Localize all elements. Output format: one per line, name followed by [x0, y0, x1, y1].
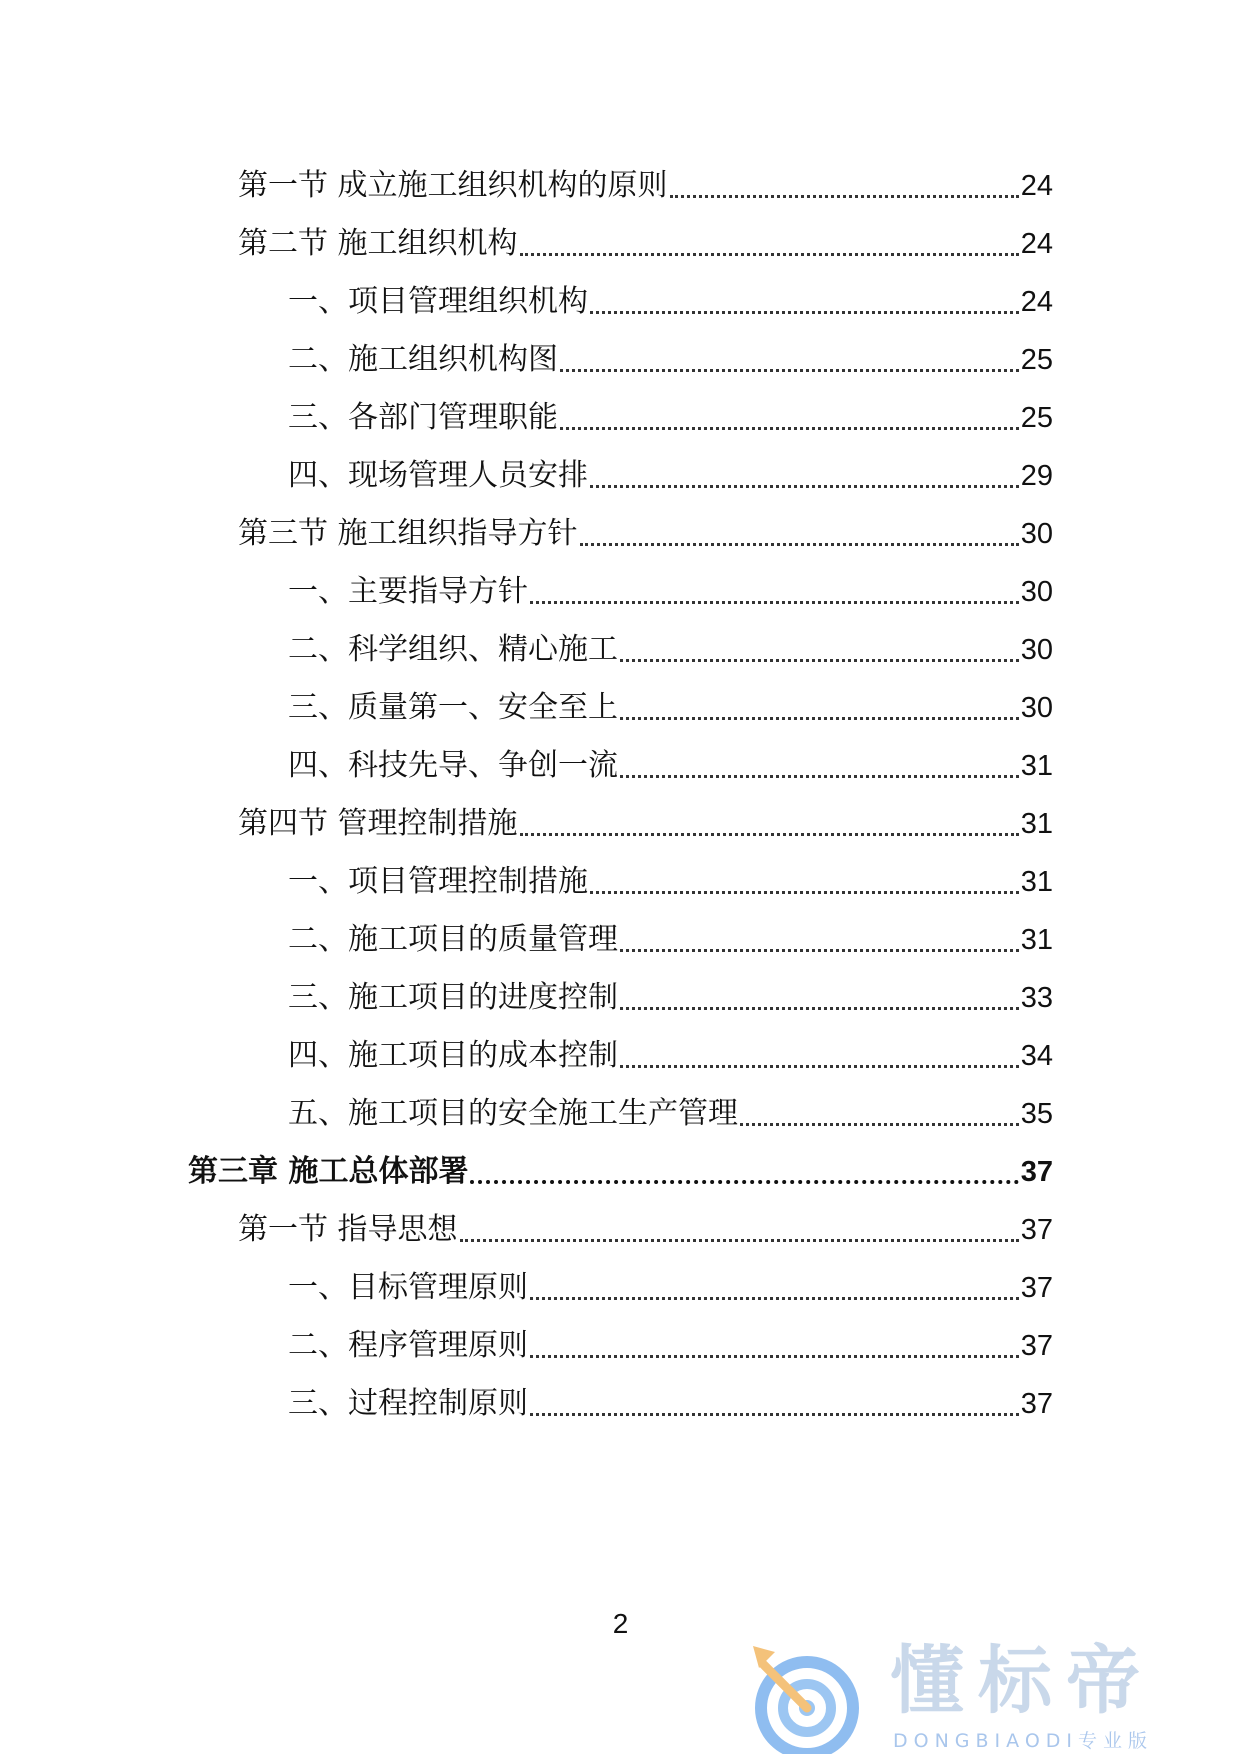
toc-entry-page: 31	[1020, 750, 1053, 782]
toc-dot-leader	[620, 697, 1019, 720]
toc-dot-leader	[590, 465, 1019, 488]
toc-entry[interactable]	[288, 740, 1053, 786]
toc-dot-leader	[520, 233, 1019, 256]
toc-entry-page: 24	[1020, 170, 1053, 202]
toc-entry[interactable]	[238, 218, 1053, 264]
toc-dot-leader	[530, 1277, 1019, 1300]
toc-entry-title: 第四节 管理控制措施	[238, 806, 518, 841]
toc-entry-page: 33	[1020, 982, 1053, 1014]
toc-entry[interactable]	[288, 334, 1053, 380]
toc-entry-page: 30	[1020, 634, 1053, 666]
toc-entry-title: 四、科技先导、争创一流	[288, 748, 618, 783]
toc-dot-leader	[530, 1393, 1019, 1416]
toc-entry[interactable]	[288, 566, 1053, 612]
toc-entry[interactable]	[288, 1378, 1053, 1424]
toc-dot-leader	[740, 1103, 1019, 1126]
target-logo-icon	[745, 1638, 875, 1754]
toc-entry[interactable]	[288, 914, 1053, 960]
toc-entry[interactable]	[288, 1088, 1053, 1134]
toc-dot-leader	[530, 1335, 1019, 1358]
toc-dot-leader	[590, 871, 1019, 894]
toc-entry-page: 37	[1020, 1156, 1053, 1188]
toc-entry-title: 三、过程控制原则	[288, 1386, 528, 1421]
watermark-subtitle: DONGBIAODI专业版	[893, 1730, 1154, 1752]
toc-entry-title: 一、主要指导方针	[288, 574, 528, 609]
toc-entry-title: 第一节 指导思想	[238, 1212, 458, 1247]
toc-dot-leader	[620, 987, 1019, 1010]
toc-entry[interactable]	[288, 1320, 1053, 1366]
toc-entry[interactable]	[288, 682, 1053, 728]
toc-entry[interactable]	[288, 972, 1053, 1018]
toc-entry[interactable]	[288, 1030, 1053, 1076]
toc-entry-title: 四、施工项目的成本控制	[288, 1038, 618, 1073]
toc-entry[interactable]	[288, 1262, 1053, 1308]
toc-dot-leader	[520, 813, 1019, 836]
toc-entry[interactable]	[288, 856, 1053, 902]
toc-entry[interactable]	[288, 276, 1053, 322]
toc-entry-page: 31	[1020, 924, 1053, 956]
toc-dot-leader	[580, 523, 1019, 546]
toc-entry-page: 24	[1020, 286, 1053, 318]
toc-dot-leader	[620, 639, 1019, 662]
toc-entry-title: 第一节 成立施工组织机构的原则	[238, 168, 668, 203]
toc-dot-leader	[470, 1160, 1018, 1184]
toc-entry-title: 五、施工项目的安全施工生产管理	[288, 1096, 738, 1131]
toc-entry-title: 第三节 施工组织指导方针	[238, 516, 578, 551]
toc-entry-page: 31	[1020, 808, 1053, 840]
toc-entry[interactable]	[238, 1204, 1053, 1250]
watermark	[745, 1638, 1225, 1754]
toc-entry[interactable]	[188, 1146, 1053, 1192]
toc-entry-title: 一、目标管理原则	[288, 1270, 528, 1305]
toc-entry-title: 第二节 施工组织机构	[238, 226, 518, 261]
toc-entry-title: 二、程序管理原则	[288, 1328, 528, 1363]
toc-entry[interactable]	[238, 160, 1053, 206]
toc-entry-page: 30	[1020, 692, 1053, 724]
toc-entry-page: 34	[1020, 1040, 1053, 1072]
toc-entry-page: 31	[1020, 866, 1053, 898]
toc-entry-page: 25	[1020, 402, 1053, 434]
toc-entry-title: 三、质量第一、安全至上	[288, 690, 618, 725]
toc-entry-page: 24	[1020, 228, 1053, 260]
toc-entry-page: 37	[1020, 1214, 1053, 1246]
toc-entry-page: 37	[1020, 1330, 1053, 1362]
toc-entry[interactable]	[288, 450, 1053, 496]
toc-entry-page: 37	[1020, 1272, 1053, 1304]
toc-entry[interactable]	[288, 624, 1053, 670]
toc-entry-title: 二、施工项目的质量管理	[288, 922, 618, 957]
toc-entry-page: 30	[1020, 576, 1053, 608]
toc-dot-leader	[560, 407, 1019, 430]
toc-entry[interactable]	[238, 508, 1053, 554]
toc-entry-page: 35	[1020, 1098, 1053, 1130]
toc-dot-leader	[620, 1045, 1019, 1068]
toc-entry-title: 三、施工项目的进度控制	[288, 980, 618, 1015]
watermark-brand: 懂标帝	[890, 1638, 1154, 1724]
toc-entry-page: 29	[1020, 460, 1053, 492]
toc-entry[interactable]	[238, 798, 1053, 844]
toc-entry-title: 二、科学组织、精心施工	[288, 632, 618, 667]
toc-entry-title: 一、项目管理控制措施	[288, 864, 588, 899]
toc-dot-leader	[590, 291, 1019, 314]
toc-entry-title: 四、现场管理人员安排	[288, 458, 588, 493]
toc-entry-title: 二、施工组织机构图	[288, 342, 558, 377]
toc-entry-title: 第三章 施工总体部署	[188, 1154, 469, 1189]
toc-entry-page: 37	[1020, 1388, 1053, 1420]
toc-dot-leader	[530, 581, 1019, 604]
toc-dot-leader	[620, 929, 1019, 952]
toc-dot-leader	[460, 1219, 1019, 1242]
toc-dot-leader	[620, 755, 1019, 778]
toc-dot-leader	[670, 175, 1019, 198]
toc-entry-title: 一、项目管理组织机构	[288, 284, 588, 319]
toc-dot-leader	[560, 349, 1019, 372]
toc-entry[interactable]	[288, 392, 1053, 438]
toc-entry-page: 30	[1020, 518, 1053, 550]
page-number: 2	[612, 1608, 629, 1639]
toc-entry-title: 三、各部门管理职能	[288, 400, 558, 435]
toc-entry-page: 25	[1020, 344, 1053, 376]
